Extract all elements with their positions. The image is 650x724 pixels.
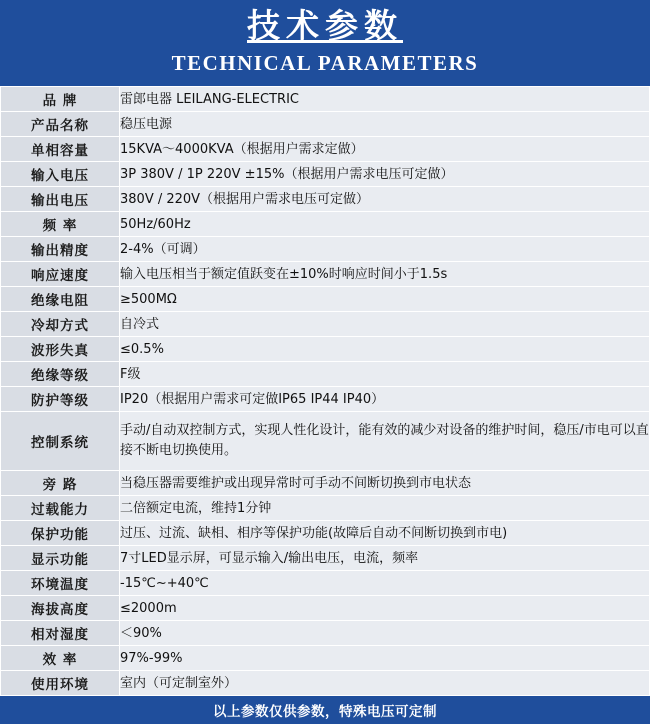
spec-value: 二倍额定电流，维持1分钟 [120,496,650,521]
spec-label: 绝缘等级 [1,362,120,387]
spec-value: 稳压电源 [120,112,650,137]
table-row [1,646,650,671]
table-row [1,596,650,621]
page-footer [0,696,650,724]
spec-label: 保护功能 [1,521,120,546]
table-row [1,237,650,262]
page-header [0,0,650,86]
table-row [1,571,650,596]
spec-label: 波形失真 [1,337,120,362]
spec-value: IP20（根据用户需求可定做IP65 IP44 IP40） [120,387,650,412]
specifications-table-body [1,87,650,696]
spec-label: 输入电压 [1,162,120,187]
table-row [1,287,650,312]
spec-label: 海拔高度 [1,596,120,621]
spec-value: 自冷式 [120,312,650,337]
table-row [1,312,650,337]
spec-label: 显示功能 [1,546,120,571]
page-title-cn: 技术参数 [247,6,403,45]
spec-label: 防护等级 [1,387,120,412]
table-row [1,671,650,696]
table-row [1,521,650,546]
table-row [1,262,650,287]
spec-value: 当稳压器需要维护或出现异常时可手动不间断切换到市电状态 [120,471,650,496]
spec-label: 输出电压 [1,187,120,212]
page-title-en: TECHNICAL PARAMETERS [171,51,479,75]
spec-label: 输出精度 [1,237,120,262]
spec-value: 2-4%（可调） [120,237,650,262]
table-row [1,87,650,112]
spec-value: 7寸LED显示屏，可显示输入/输出电压，电流，频率 [120,546,650,571]
spec-value: 雷郎电器 LEILANG-ELECTRIC [120,87,650,112]
spec-label: 产品名称 [1,112,120,137]
spec-label: 品 牌 [1,87,120,112]
table-row [1,362,650,387]
spec-label: 频 率 [1,212,120,237]
spec-value: 380V / 220V（根据用户需求电压可定做） [120,187,650,212]
spec-value: 15KVA～4000KVA（根据用户需求定做） [120,137,650,162]
spec-label: 旁 路 [1,471,120,496]
table-row [1,546,650,571]
spec-value: 97%-99% [120,646,650,671]
spec-value: 手动/自动双控制方式，实现人性化设计，能有效的减少对设备的维护时间，稳压/市电可以直接不断电切换使用。 [120,412,650,471]
spec-label: 相对湿度 [1,621,120,646]
spec-value: F级 [120,362,650,387]
spec-label: 过载能力 [1,496,120,521]
spec-value: 室内（可定制室外） [120,671,650,696]
footer-note: 以上参数仅供参数，特殊电压可定制 [213,704,437,720]
table-row [1,496,650,521]
spec-value: ≤0.5% [120,337,650,362]
table-row [1,137,650,162]
table-row [1,212,650,237]
spec-label: 响应速度 [1,262,120,287]
table-row [1,471,650,496]
spec-label: 环境温度 [1,571,120,596]
spec-label: 使用环境 [1,671,120,696]
spec-value: ≤2000m [120,596,650,621]
spec-value: -15℃~+40℃ [120,571,650,596]
spec-label: 控制系统 [1,412,120,471]
table-row [1,621,650,646]
spec-label: 单相容量 [1,137,120,162]
table-row [1,112,650,137]
spec-value: ≥500MΩ [120,287,650,312]
spec-value: ＜90% [120,621,650,646]
spec-value: 过压、过流、缺相、相序等保护功能(故障后自动不间断切换到市电) [120,521,650,546]
table-row [1,412,650,471]
table-row [1,337,650,362]
table-row [1,387,650,412]
spec-value: 3P 380V / 1P 220V ±15%（根据用户需求电压可定做） [120,162,650,187]
spec-label: 效 率 [1,646,120,671]
table-row [1,187,650,212]
spec-value: 50Hz/60Hz [120,212,650,237]
table-row [1,162,650,187]
spec-value: 输入电压相当于额定值跃变在±10%时响应时间小于1.5s [120,262,650,287]
specifications-table [0,86,650,696]
spec-label: 冷却方式 [1,312,120,337]
spec-label: 绝缘电阻 [1,287,120,312]
